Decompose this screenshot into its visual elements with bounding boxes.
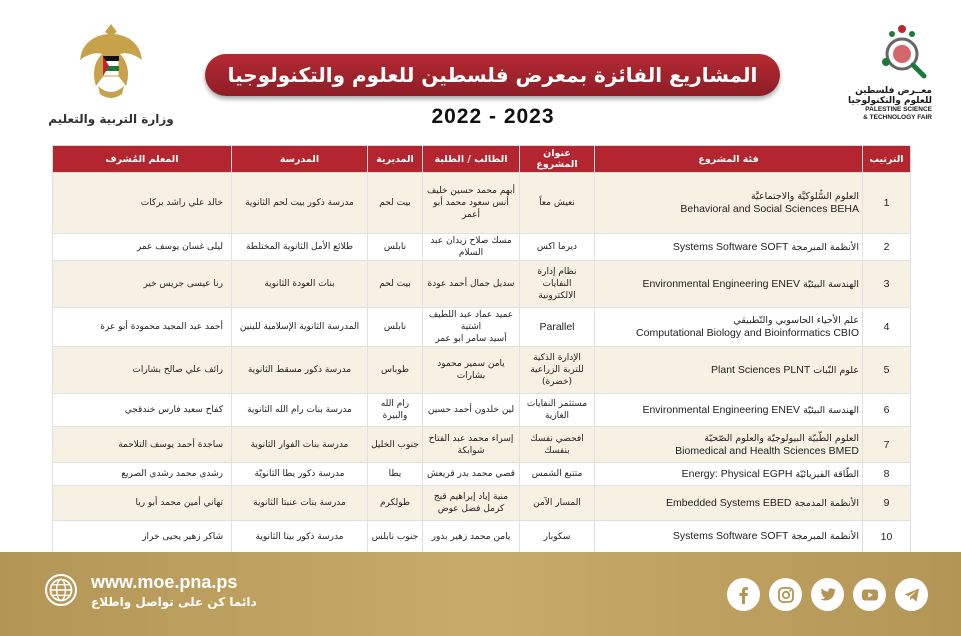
category-cell: [595, 261, 863, 308]
category-cell: [595, 486, 863, 521]
student-name: أنس سعود محمد أبو أعمر: [433, 198, 509, 220]
rank-cell: 5: [863, 347, 911, 394]
student-name: منية إياد إبراهيم قبج: [433, 492, 509, 502]
column-header-rank: الترتيب: [863, 146, 911, 173]
student-name: قصي محمد بدر قريعش: [427, 469, 515, 479]
teacher-cell: تهاني أمين محمد أبو ريا: [53, 486, 232, 521]
table-row: [53, 394, 911, 427]
school-cell: مدرسة ذكور مسقط الثانوية: [232, 347, 368, 394]
category-cell: [595, 234, 863, 261]
directorate-cell: بيت لحم: [368, 173, 423, 234]
rank-cell: 4: [863, 308, 911, 347]
year-range: 2022 - 2023: [431, 105, 555, 128]
category-cell: [595, 463, 863, 486]
category-arabic: الأنظمة المدمجة: [794, 497, 859, 509]
students-cell: [423, 234, 520, 261]
column-header-teacher: المعلم المُشرف: [53, 146, 232, 173]
category-cell: [595, 394, 863, 427]
category-arabic: الطّاقة الفيزيائيّة: [795, 468, 859, 480]
ministry-name: وزارة التربية والتعليم: [48, 112, 174, 126]
category-english: Behavioral and Social Sciences BEHA: [680, 203, 859, 215]
winners-table-container: [52, 145, 910, 553]
school-cell: مدرسة ذكور بيتا الثانوية: [232, 521, 368, 553]
footer-tagline: دائما كن على تواصل واطلاع: [91, 595, 257, 609]
table-row: [53, 521, 911, 553]
column-header-school: المدرسة: [232, 146, 368, 173]
teacher-cell: ليلى غسان يوسف عمر: [53, 234, 232, 261]
category-cell: [595, 521, 863, 553]
school-cell: مدرسة ذكور يطا الثانويّة: [232, 463, 368, 486]
category-english: Systems Software SOFT: [672, 530, 789, 542]
project-title-cell: سكوبار: [520, 521, 595, 553]
category-arabic: الهندسة البيئيّة: [803, 404, 859, 416]
directorate-cell: بيت لحم: [368, 261, 423, 308]
students-cell: [423, 347, 520, 394]
fair-logo: [832, 22, 932, 122]
teacher-cell: رشدي محمد رشدي الصريع: [53, 463, 232, 486]
project-title-cell: نعيش معاً: [520, 173, 595, 234]
project-title-cell: الإدارة الذكية للتربة الزراعية (خضرة): [520, 347, 595, 394]
students-cell: [423, 394, 520, 427]
column-header-directorate: المديرية: [368, 146, 423, 173]
column-header-category: فئة المشروع: [595, 146, 863, 173]
category-english: Computational Biology and Bioinformatics CBIO: [636, 327, 859, 339]
category-english: Plant Sciences PLNT: [711, 363, 811, 376]
telegram-icon[interactable]: [895, 578, 928, 611]
table-row: [53, 463, 911, 486]
project-title: Parallel: [539, 320, 575, 333]
category-arabic: علم الأحياء الحاسوبي والتّطبيقي: [733, 315, 859, 326]
table-header-row: [53, 146, 911, 173]
students-cell: [423, 261, 520, 308]
category-arabic: العلوم السُّلوكيَّة والاجتماعيَّة: [750, 191, 859, 202]
ministry-logo: [36, 20, 186, 126]
directorate-cell: نابلس: [368, 308, 423, 347]
student-name: أبهم محمد حسين خليف: [426, 186, 516, 196]
school-cell: مدرسة بنات رام الله الثانوية: [232, 394, 368, 427]
teacher-cell: خالد علي راشد بركات: [53, 173, 232, 234]
directorate-cell: نابلس: [368, 234, 423, 261]
footer: [0, 552, 961, 636]
rank-cell: 9: [863, 486, 911, 521]
rank-cell: 6: [863, 394, 911, 427]
website-block[interactable]: [45, 572, 275, 612]
table-row: [53, 234, 911, 261]
school-cell: بنات العودة الثانوية: [232, 261, 368, 308]
teacher-cell: كفاح سعيد فارس خندقجي: [53, 394, 232, 427]
teacher-cell: شاكر زهير يحيى خراز: [53, 521, 232, 553]
category-arabic: الأنظمة المبرمجة: [791, 241, 859, 253]
instagram-icon[interactable]: [769, 578, 802, 611]
website-url[interactable]: www.moe.pna.ps: [91, 572, 238, 592]
project-title-cell: [520, 308, 595, 347]
fair-name-english-2: & TECHNOLOGY FAIR: [863, 114, 932, 121]
teacher-cell: رائف علي صالح بشارات: [53, 347, 232, 394]
eagle-emblem-icon: [76, 20, 146, 102]
project-title-cell: المسار الآمن: [520, 486, 595, 521]
student-name: يامن سمير محمود بشارات: [437, 359, 505, 381]
facebook-icon[interactable]: [727, 578, 760, 611]
category-cell: [595, 347, 863, 394]
student-name: كرمل فضل عوض: [437, 504, 505, 514]
category-english: Biomedical and Health Sciences BMED: [675, 444, 859, 457]
table-row: [53, 261, 911, 308]
page-title: المشاريع الفائزة بمعرض فلسطين للعلوم والتكنولوجيا: [205, 54, 780, 96]
twitter-icon[interactable]: [811, 578, 844, 611]
school-cell: طلائع الأمل الثانوية المختلطة: [232, 234, 368, 261]
students-cell: [423, 521, 520, 553]
category-arabic: علوم النّبات: [813, 364, 859, 376]
student-name: مسك صلاح زيدان عبد السلام: [430, 236, 512, 258]
table-row: [53, 173, 911, 234]
table-row: [53, 308, 911, 347]
student-name: لين خلدون أحمد حسين: [427, 405, 515, 415]
project-title-cell: نظام إدارة النفايات الالكترونية: [520, 261, 595, 308]
student-name: يامن محمد زهير بدور: [431, 531, 511, 542]
rank-cell: 8: [863, 463, 911, 486]
category-english: Systems Software SOFT: [672, 240, 789, 253]
directorate-cell: جنوب نابلس: [368, 521, 423, 553]
student-name: سديل جمال أحمد عودة: [427, 279, 515, 289]
column-header-students: الطالب / الطلبة: [423, 146, 520, 173]
directorate-cell: طوباس: [368, 347, 423, 394]
school-cell: مدرسة بنات الفوار الثانوية: [232, 427, 368, 463]
rank-cell: 2: [863, 234, 911, 261]
school-cell: مدرسة ذكور بيت لحم الثانوية: [232, 173, 368, 234]
fair-name-arabic: معــرض فلسطين للعلوم والتكنولوجيا: [847, 86, 932, 106]
table-row: [53, 427, 911, 463]
students-cell: [423, 308, 520, 347]
category-english: Embedded Systems EBED: [666, 496, 792, 509]
category-english: Environmental Engineering ENEV: [642, 277, 801, 290]
teacher-cell: ساجدة أحمد يوسف التلاحمة: [53, 427, 232, 463]
student-name: إسراء محمد عبد الفتاح شوابكة: [428, 433, 514, 456]
directorate-cell: جنوب الخليل: [368, 427, 423, 463]
project-title-cell: مستثمر النفايات الغازية: [520, 394, 595, 427]
rank-cell: 1: [863, 173, 911, 234]
category-arabic: العلوم الطّبيّة البيولوجيّة والعلوم الصّحيّة: [704, 432, 859, 444]
project-title-cell: ديرما اكس: [520, 234, 595, 261]
project-title-cell: متتبع الشمس: [520, 463, 595, 486]
students-cell: [423, 463, 520, 486]
student-name: أسيد سامر ابو عمر: [435, 334, 507, 344]
project-title-cell: افحصي نفسك بنفسك: [520, 427, 595, 463]
fair-name-english-1: PALESTINE SCIENCE: [865, 106, 932, 113]
school-cell: المدرسة الثانوية الإسلامية للبنين: [232, 308, 368, 347]
directorate-cell: طولكرم: [368, 486, 423, 521]
rank-cell: 10: [863, 521, 911, 553]
winners-table: [52, 145, 911, 553]
rank-cell: 7: [863, 427, 911, 463]
fair-mark-icon: [872, 22, 932, 82]
students-cell: [423, 486, 520, 521]
student-name: عميد عماد عبد اللطيف اشتية: [428, 310, 514, 332]
youtube-icon[interactable]: [853, 578, 886, 611]
students-cell: [423, 427, 520, 463]
students-cell: [423, 173, 520, 234]
category-english: Environmental Engineering ENEV: [642, 403, 801, 416]
category-cell: [595, 308, 863, 347]
school-cell: مدرسة بنات عنبتا الثانوية: [232, 486, 368, 521]
directorate-cell: رام الله والبيرة: [368, 394, 423, 427]
category-arabic: الأنظمة المبرمجة: [791, 531, 859, 542]
table-row: [53, 486, 911, 521]
rank-cell: 3: [863, 261, 911, 308]
category-arabic: الهندسة البيئيّة: [803, 278, 859, 290]
directorate-cell: يطا: [368, 463, 423, 486]
social-links: [727, 578, 928, 611]
category-english: Energy: Physical EGPH: [681, 467, 793, 480]
globe-icon: [45, 574, 77, 606]
table-body: [53, 173, 911, 553]
teacher-cell: أحمد عبد المجيد محمودة أبو عرة: [53, 308, 232, 347]
table-row: [53, 347, 911, 394]
teacher-cell: رنا عيسى جريس خير: [53, 261, 232, 308]
category-cell: [595, 173, 863, 234]
category-cell: [595, 427, 863, 463]
column-header-title: عنوان المشروع: [520, 146, 595, 173]
